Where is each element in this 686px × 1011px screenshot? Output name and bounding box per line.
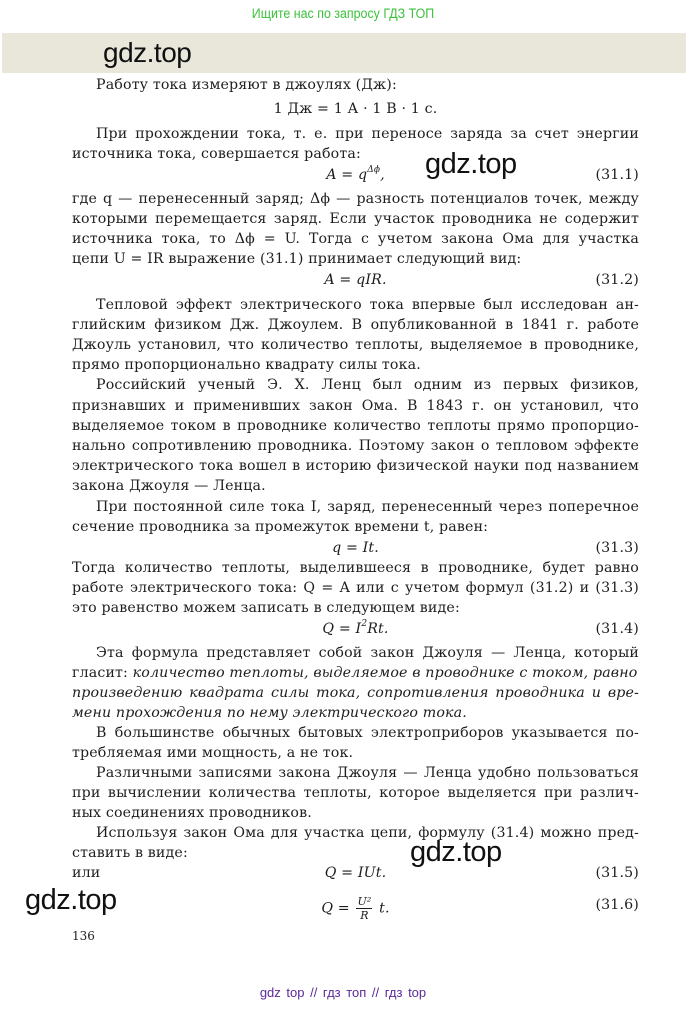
formula-number: (31.2) [595, 272, 639, 288]
formula-number: (31.1) [595, 167, 639, 183]
paragraph-line: это равенство можем записать в следующем виде: [72, 600, 460, 616]
paragraph-line: работе электрического тока: Q = A или с учетом формул (31.2) и (31.3) [72, 580, 639, 596]
site-logo[interactable]: gdz.top [103, 37, 192, 68]
formula-expression: $A = q^{\Delta\phi}$, [326, 165, 385, 183]
formula-expression: $Q = I^2Rt$. [322, 619, 389, 637]
formula-expression: Q = $\frac{\text{U²}}{R}$ t. [321, 895, 390, 922]
paragraph-line: ных соединениях проводников. [72, 805, 312, 821]
paragraph-line: закона Джоуля — Ленца. [72, 478, 266, 494]
paragraph-line: ставить в виде: [72, 845, 188, 861]
paragraph-line: При постоянной силе тока I, заряд, перенесенный через поперечное [96, 499, 639, 515]
paragraph-line: электрического тока вошел в историю физической науки под названием [72, 458, 639, 474]
search-hint-banner: Ищите нас по запросу ГДЗ ТОП [251, 6, 435, 21]
paragraph-line: Различными записями закона Джоуля — Ленца удобно пользоваться [96, 765, 639, 781]
paragraph-line: В большинстве обычных бытовых электроприборов указывается по- [96, 725, 639, 741]
formula-expression: q = It. [332, 540, 379, 556]
paragraph-line: которыми перемещается заряд. Если участок проводника не содержит [72, 211, 639, 227]
footer-links[interactable]: gdz top // гдз топ // гдз top [259, 985, 427, 1000]
formula-number: (31.6) [595, 897, 639, 913]
paragraph-line: Тогда количество теплоты, выделившееся в проводнике, будет равно [72, 560, 639, 576]
formula-expression: A = qIR. [324, 272, 387, 288]
paragraph-line: Джоуль установил, что количество теплоты, выделяемое в проводнике, [72, 337, 639, 353]
emphasized-law-text: количество теплоты, выделяемое в проводнике с током, равно [132, 665, 638, 681]
paragraph-line: выделяемое током в проводнике количество теплоты прямо пропорцио- [72, 418, 639, 434]
formula-number: (31.4) [595, 621, 639, 637]
paragraph-line: где q — перенесенный заряд; Δϕ — разность потенциалов точек, между [72, 191, 639, 207]
paragraph-line: источника тока, то Δϕ = U. Тогда с учетом закона Ома для участка [72, 231, 639, 247]
emphasized-law-text: мени прохождения по нему электрического тока. [72, 705, 467, 721]
watermark-logo: gdz.top [425, 148, 517, 180]
paragraph-line: глийским физиком Дж. Джоулем. В опубликованной в 1841 г. работе [72, 317, 639, 333]
paragraph-line: Работу тока измеряют в джоулях (Дж): [96, 77, 397, 93]
paragraph-line: или [72, 865, 101, 881]
paragraph-line: При прохождении тока, т. е. при переносе заряда за счет энергии [96, 126, 639, 142]
formula-number: (31.5) [595, 865, 639, 881]
emphasized-law-text: произведению квадрата силы тока, сопротивления проводника и вре- [72, 685, 639, 701]
paragraph-line: источника тока, совершается работа: [72, 146, 361, 162]
formula-number: (31.3) [595, 540, 639, 556]
paragraph-line: Эта формула представляет собой закон Джоуля — Ленца, который [96, 645, 639, 661]
paragraph-line: гласит: количество теплоты, выделяемое в проводнике с током, равно [72, 665, 638, 681]
paragraph-line: цепи U = IR выражение (31.1) принимает следующий вид: [72, 251, 522, 267]
watermark-logo: gdz.top [25, 884, 117, 916]
paragraph-line: прямо пропорционально квадрату силы тока. [72, 357, 421, 373]
paragraph-line: требляемая ими мощность, а не ток. [72, 745, 354, 761]
paragraph-line: Российский ученый Э. Х. Ленц был одним из первых физиков, [96, 377, 639, 393]
watermark-logo: gdz.top [410, 836, 502, 868]
paragraph-line: при вычислении количества теплоты, которое выделяется при различ- [72, 785, 639, 801]
formula-expression: Q = IUt. [324, 865, 387, 881]
site-header-banner [2, 33, 686, 73]
paragraph-line: нально сопротивлению проводника. Поэтому закон о тепловом эффекте [72, 438, 639, 454]
paragraph-line: Тепловой эффект электрического тока впервые был исследован ан- [96, 297, 639, 313]
paragraph-line: признавших и применивших закон Ома. В 1843 г. он установил, что [72, 398, 639, 414]
fraction: $\frac{\text{U²}}{R}$ [357, 895, 372, 922]
paragraph-line: Используя закон Ома для участка цепи, формулу (31.4) можно пред- [96, 825, 639, 841]
paragraph-line: сечение проводника за промежуток времени t, равен: [72, 519, 489, 535]
page-number: 136 [72, 929, 95, 943]
